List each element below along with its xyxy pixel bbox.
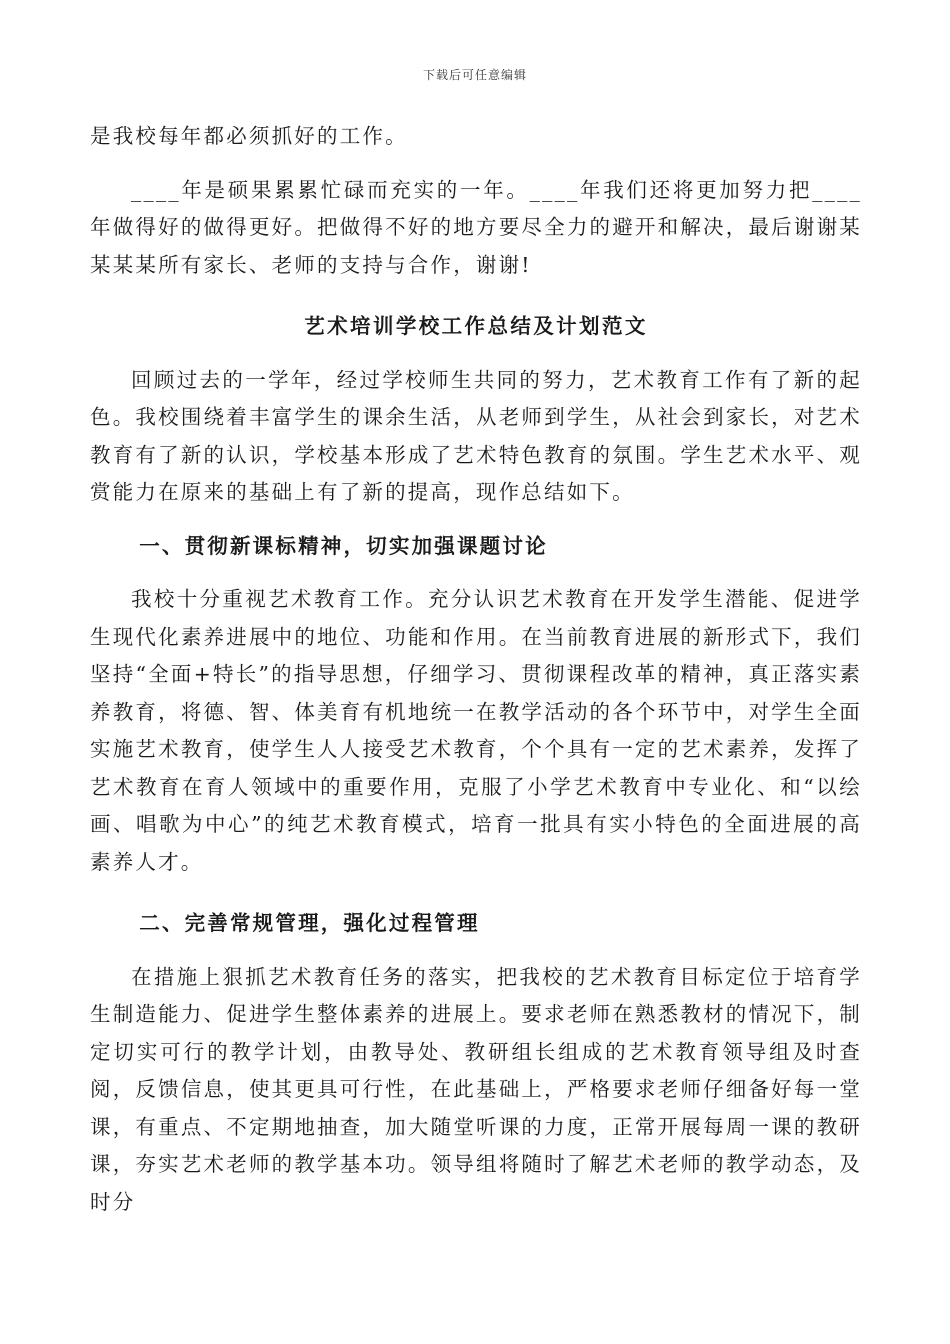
page-header-note: 下载后可任意编辑: [422, 68, 527, 82]
section-heading-1: 一、贯彻新课标精神，切实加强课题讨论: [139, 533, 548, 558]
document-title: 艺术培训学校工作总结及计划范文: [304, 314, 648, 338]
paragraph-section-2: 在措施上狠抓艺术教育任务的落实，把我校的艺术教育目标定位于培育学生制造能力、促进学生整体素养的进展上。要求老师在熟悉教材的情况下，制定切实可行的教学计划，由教导处、教研组长组成的艺术教育领导组及时查阅，反馈信息，使其更具可行性，在此基础上，严格要求老师仔细备好每一堂课，有重点、不定期地抽查，加大随堂听课的力度，正常开展每周一课的教研课，夯实艺术老师的教学基本功。领导组将随时了解艺术老师的教学动态，及时分: [90, 964, 862, 1214]
paragraph-continuation: 是我校每年都必须抓好的工作。: [90, 124, 408, 148]
section-heading-2: 二、完善常规管理，强化过程管理: [139, 911, 480, 935]
document-body: [90, 118, 862, 1221]
paragraph-intro: 回顾过去的一学年，经过学校师生共同的努力，艺术教育工作有了新的起色。我校围绕着丰富学生的课余生活，从老师到学生，从社会到家长，对艺术教育有了新的认识，学校基本形成了艺术特色教育的氛围。学生艺术水平、观赏能力在原来的基础上有了新的提高，现作总结如下。: [90, 367, 862, 504]
paragraph-closing: ____年是硕果累累忙碌而充实的一年。____年我们还将更加努力把____年做得好的做得更好。把做得不好的地方要尽全力的避开和解决，最后谢谢某某某某所有家长、老师的支持与合作，谢谢!: [90, 177, 862, 277]
paragraph-section-1: 我校十分重视艺术教育工作。充分认识艺术教育在开发学生潜能、促进学生现代化素养进展中的地位、功能和作用。在当前教育进展的新形式下，我们坚持“全面+特长”的指导思想，仔细学习、贯彻课程改革的精神，真正落实素养教育，将德、智、体美育有机地统一在教学活动的各个环节中，对学生全面实施艺术教育，使学生人人接受艺术教育，个个具有一定的艺术素养，发挥了艺术教育在育人领域中的重要作用，克服了小学艺术教育中专业化、和“以绘画、唱歌为中心”的纯艺术教育模式，培育一批具有实小特色的全面进展的高素养人才。: [90, 587, 862, 874]
